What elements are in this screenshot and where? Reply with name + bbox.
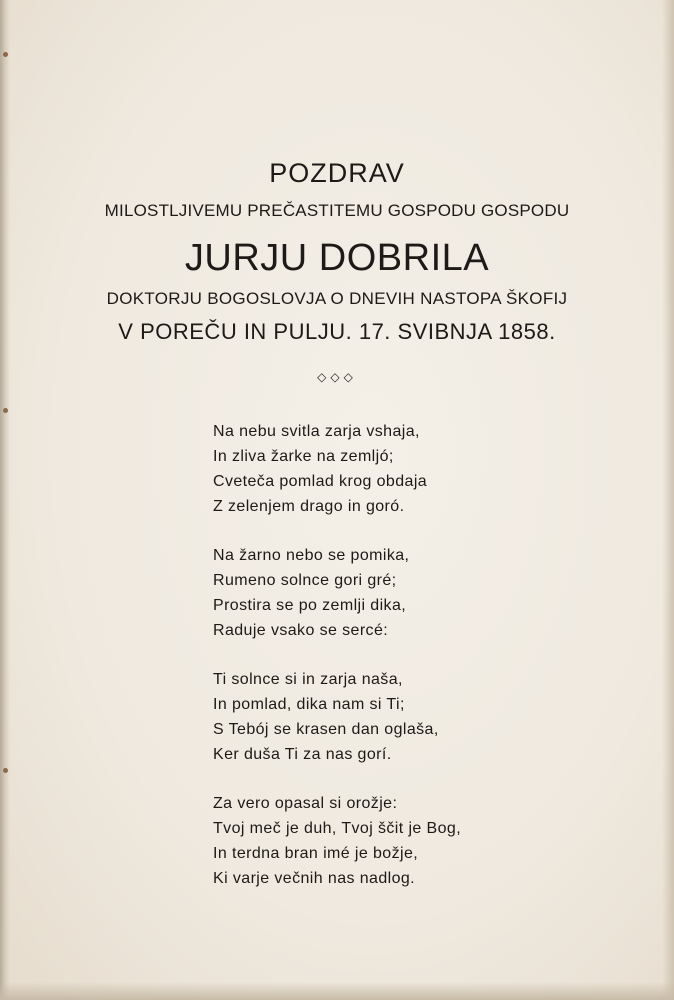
verse-line: Na žarno nebo se pomika, — [213, 547, 410, 564]
poem-title: POZDRAV — [269, 158, 405, 188]
verse-line: Ker duša Ti za nas gorí. — [213, 746, 392, 763]
binding-stitch — [3, 408, 8, 413]
verse-line: Cveteča pomlad krog obdaja — [213, 473, 428, 490]
verse-line: Za vero opasal si orožje: — [213, 795, 398, 812]
verse-line: Ti solnce si in zarja naša, — [213, 671, 403, 688]
verse-line: Rumeno solnce gori gré; — [213, 572, 397, 589]
verse-line: Tvoj meč je duh, Tvoj ščit je Bog, — [213, 820, 462, 837]
stanza — [213, 667, 633, 767]
binding-stitch — [3, 52, 8, 57]
stanza — [213, 419, 633, 519]
verse-line: In zliva žarke na zemljó; — [213, 448, 394, 465]
poem-body — [213, 419, 633, 915]
verse-line: Raduje vsako se sercé: — [213, 622, 389, 639]
stanza — [213, 543, 633, 643]
page-edge-bottom — [0, 982, 674, 1000]
verse-line: Prostira se po zemlji dika, — [213, 597, 407, 614]
binding-stitch — [3, 768, 8, 773]
dedication-line: MILOSTLJIVEMU PREČASTITEMU GOSPODU GOSPODU — [104, 201, 570, 220]
verse-line: Z zelenjem drago in goró. — [213, 498, 405, 515]
dedicatee-name: JURJU DOBRILA — [184, 237, 490, 279]
page-gutter — [0, 0, 10, 1000]
verse-line: In pomlad, dika nam si Ti; — [213, 696, 405, 713]
place-date-line: V POREČU IN PULJU. 17. SVIBNJA 1858. — [118, 319, 556, 344]
verse-line: S Tebój se krasen dan oglaša, — [213, 721, 439, 738]
verse-line: Na nebu svitla zarja vshaja, — [213, 423, 420, 440]
stanza — [213, 791, 633, 891]
verse-line: Ki varje večnih nas nadlog. — [213, 870, 416, 887]
ornament-divider: ◇◇◇ — [317, 370, 357, 384]
verse-line: In terdna bran imé je božje, — [213, 845, 419, 862]
page-edge-right — [662, 0, 674, 1000]
occasion-line: DOKTORJU BOGOSLOVJA O DNEVIH NASTOPA ŠKOFIJ — [106, 289, 568, 308]
